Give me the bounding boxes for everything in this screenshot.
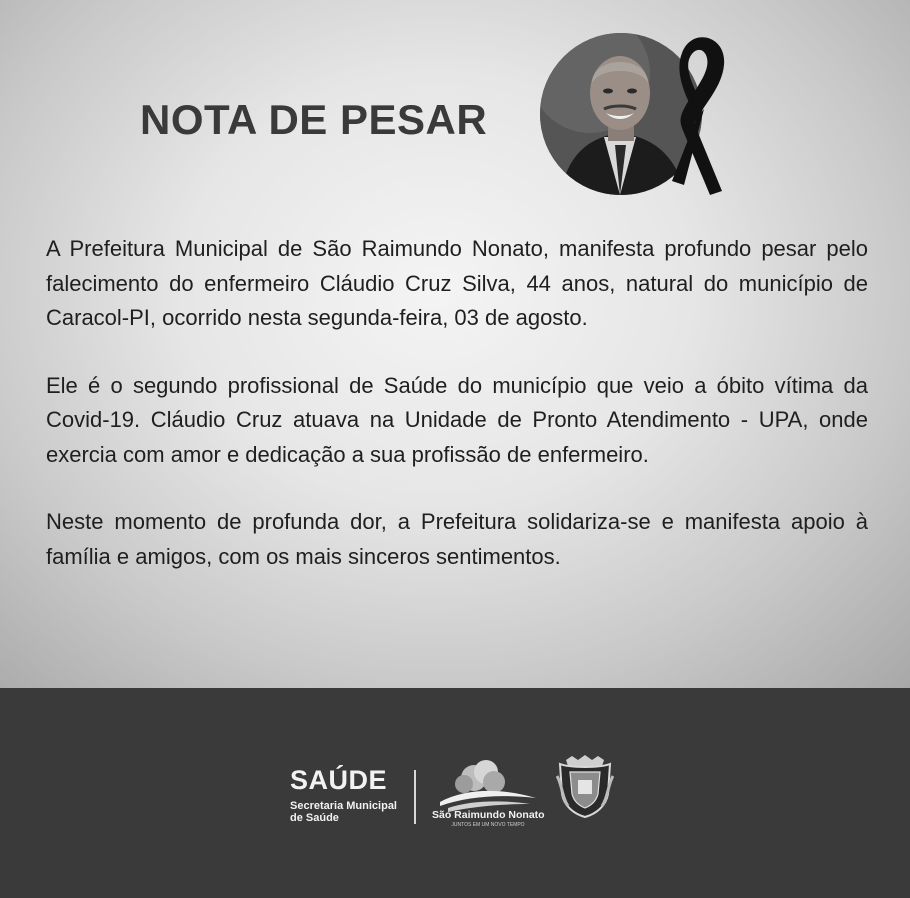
city-name: São Raimundo Nonato (432, 809, 545, 821)
note-body (46, 232, 868, 607)
logos-row (290, 766, 620, 828)
saude-title: SAÚDE (290, 765, 388, 795)
paragraph-solidarity: Neste momento de profunda dor, a Prefeitura solidariza-se e manifesta apoio à família e amigos, com os mais sinceros sentimentos. (46, 509, 868, 569)
mourning-ribbon-icon (664, 35, 740, 195)
paragraph-announcement: A Prefeitura Municipal de São Raimundo Nonato, manifesta profundo pesar pelo falecimento do enfermeiro Cláudio Cruz Silva, 44 anos, natural do município de Caracol-PI, ocorrido nesta segunda-feira, 03 de agosto. (46, 236, 868, 330)
page-title: NOTA DE PESAR (140, 96, 488, 143)
logo-divider (414, 770, 416, 824)
footer-bar (0, 688, 910, 898)
coat-of-arms-icon (556, 754, 614, 818)
saude-subtitle-line2: de Saúde (290, 812, 339, 824)
saude-logo (290, 766, 406, 824)
city-slogan: JUNTOS EM UM NOVO TEMPO (451, 822, 525, 828)
saude-subtitle-line1: Secretaria Municipal (290, 800, 397, 812)
photo-with-ribbon (540, 33, 740, 198)
paragraph-details: Ele é o segundo profissional de Saúde do município que veio a óbito vítima da Covid-19. Cláudio Cruz atuava na Unidade de Pronto Atendimento - UPA, onde exercia com amor e dedicação a sua profissão de enfermeiro. (46, 372, 868, 467)
